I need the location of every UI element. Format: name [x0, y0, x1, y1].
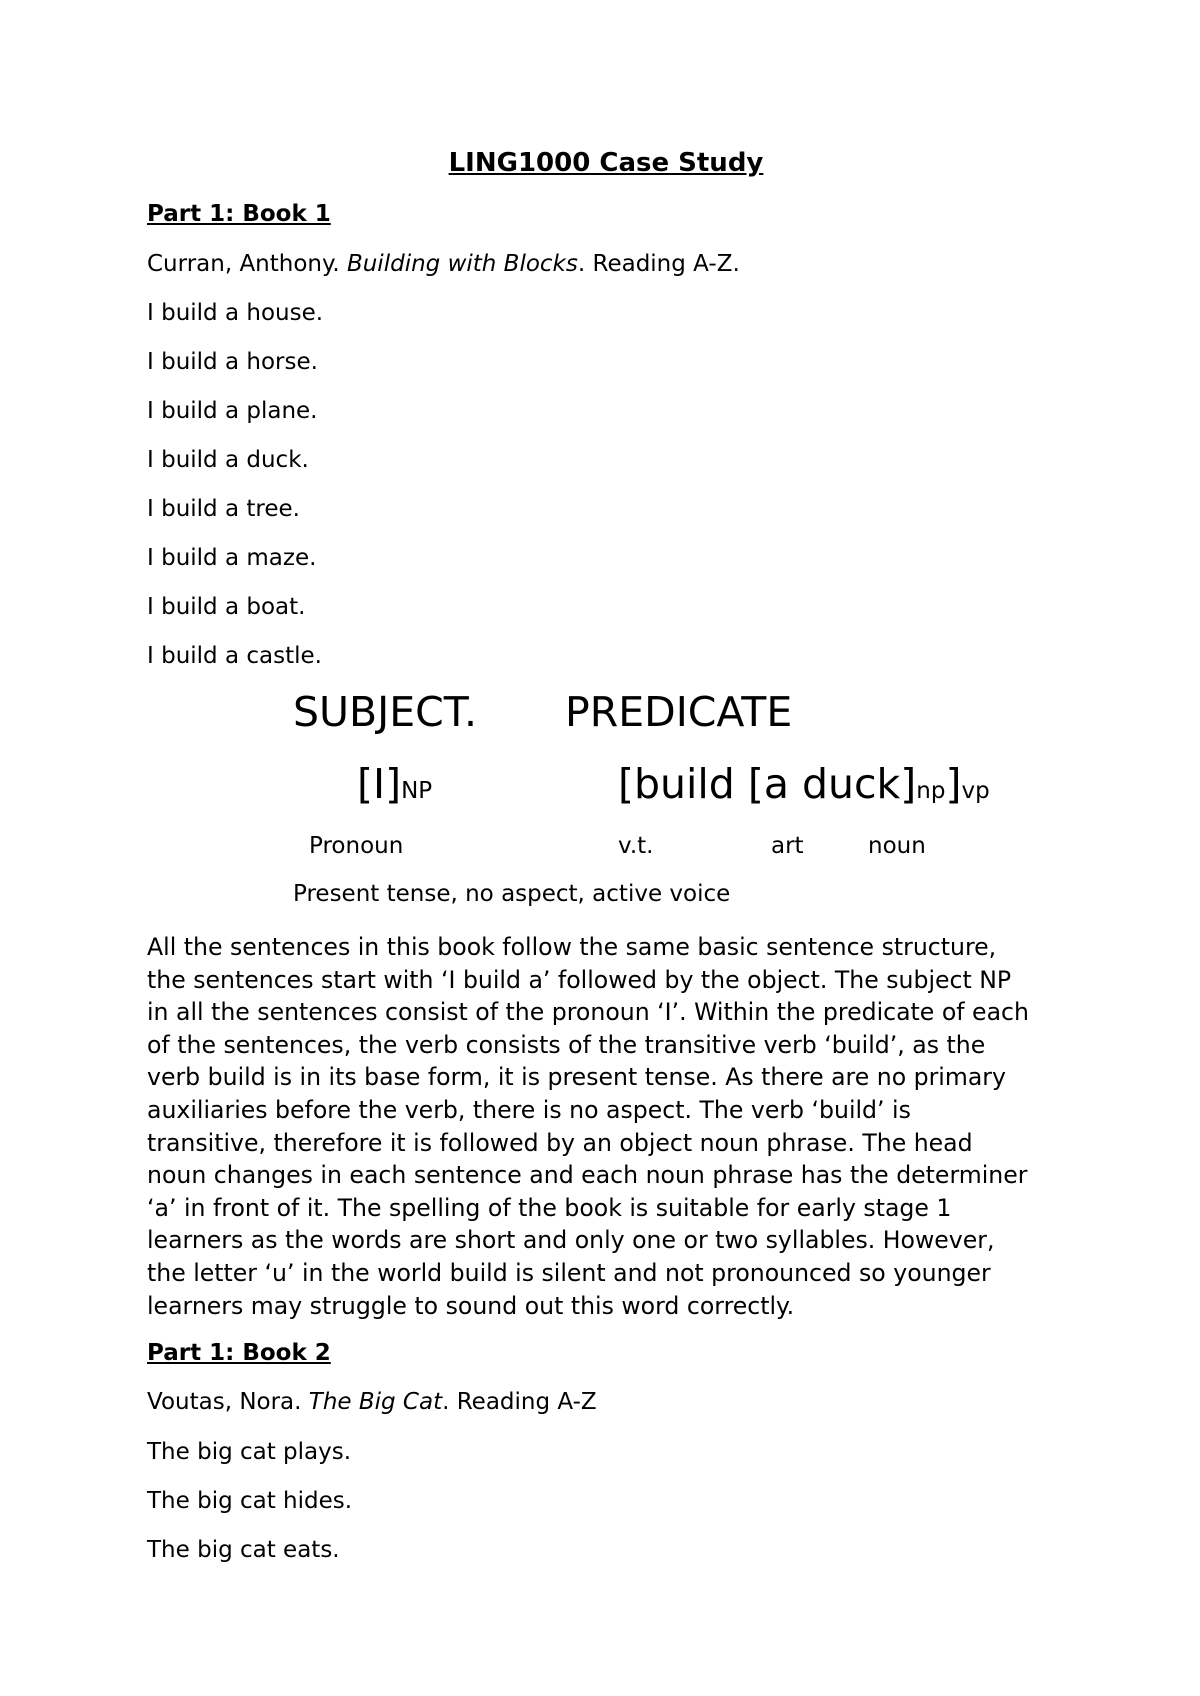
- book2-sentence: The big cat eats.: [147, 1537, 340, 1563]
- book2-citation: [147, 1388, 597, 1416]
- book1-sentence: I build a maze.: [147, 545, 317, 571]
- analysis-paragraph: [147, 931, 1077, 1322]
- paragraph-line: verb build is in its base form, it is present tense. As there are no primary: [147, 1063, 1006, 1092]
- book2-sentence: The big cat plays.: [147, 1439, 352, 1465]
- paragraph-line: All the sentences in this book follow the same basic sentence structure,: [147, 933, 997, 961]
- book1-heading: Part 1: Book 1: [147, 201, 331, 227]
- predicate-vp-subscript: vp: [961, 778, 990, 804]
- paragraph-line: of the sentences, the verb consists of the transitive verb ‘build’, as the: [147, 1030, 986, 1059]
- paragraph-line: the sentences start with ‘I build a’ followed by the object. The subject NP: [147, 965, 1012, 994]
- predicate-open-text: [build [a duck]: [618, 760, 917, 808]
- book2-heading: Part 1: Book 2: [147, 1340, 331, 1366]
- book1-sentence: I build a house.: [147, 300, 324, 326]
- subject-bracket-text: [I]: [357, 760, 402, 808]
- subject-label: SUBJECT.: [293, 688, 477, 736]
- book1-sentence: I build a horse.: [147, 349, 318, 375]
- book1-sentence: I build a castle.: [147, 643, 322, 669]
- subject-np-subscript: NP: [401, 778, 433, 804]
- predicate-np-subscript: np: [916, 778, 946, 804]
- predicate-label: PREDICATE: [565, 688, 793, 736]
- paragraph-line: transitive, therefore it is followed by an object noun phrase. The head: [147, 1128, 973, 1157]
- tag-pronoun: Pronoun: [309, 833, 404, 859]
- tag-art: art: [771, 833, 804, 859]
- document-title: LING1000 Case Study: [448, 148, 764, 178]
- book1-sentence: I build a duck.: [147, 447, 309, 473]
- book1-citation: [147, 250, 740, 278]
- paragraph-line: ‘a’ in front of it. The spelling of the book is suitable for early stage 1: [147, 1193, 952, 1222]
- paragraph-line: the letter ‘u’ in the world build is silent and not pronounced so younger: [147, 1258, 991, 1287]
- paragraph-line: noun changes in each sentence and each noun phrase has the determiner: [147, 1161, 1028, 1190]
- book1-publisher: . Reading A-Z.: [577, 251, 740, 277]
- tag-noun: noun: [868, 833, 926, 859]
- tag-vt: v.t.: [618, 833, 654, 859]
- book2-sentence: The big cat hides.: [147, 1488, 353, 1514]
- book2-author: Voutas, Nora.: [147, 1389, 309, 1415]
- predicate-close-text: ]: [945, 760, 962, 808]
- book2-book-title: The Big Cat: [308, 1389, 443, 1415]
- predicate-bracket: [618, 760, 990, 815]
- book1-author: Curran, Anthony.: [147, 251, 347, 277]
- paragraph-line: learners may struggle to sound out this word correctly.: [147, 1291, 795, 1320]
- book1-book-title: Building with Blocks: [346, 251, 578, 277]
- paragraph-line: in all the sentences consist of the pronoun ‘I’. Within the predicate of each: [147, 998, 1029, 1027]
- paragraph-line: learners as the words are short and only one or two syllables. However,: [147, 1226, 995, 1255]
- book1-sentence: I build a plane.: [147, 398, 318, 424]
- book1-sentence: I build a tree.: [147, 496, 300, 522]
- book1-sentence: I build a boat.: [147, 594, 306, 620]
- tense-note: Present tense, no aspect, active voice: [293, 881, 731, 907]
- paragraph-line: auxiliaries before the verb, there is no aspect. The verb ‘build’ is: [147, 1095, 911, 1124]
- subject-bracket: [357, 760, 432, 815]
- book2-publisher: . Reading A-Z: [442, 1389, 597, 1415]
